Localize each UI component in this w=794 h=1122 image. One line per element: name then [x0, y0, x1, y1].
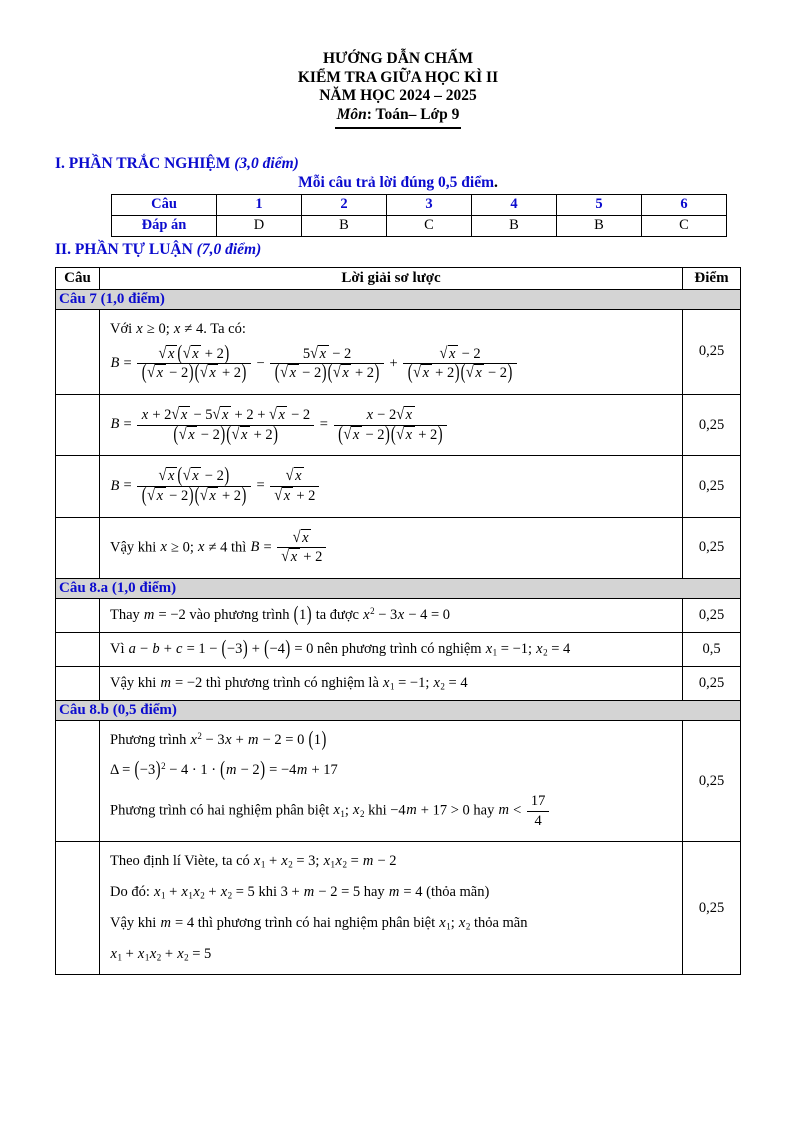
points-cell: 0,25: [683, 720, 741, 841]
section-band-title: Câu 8.a (1,0 điểm): [56, 578, 741, 598]
solution-cell: [100, 517, 683, 578]
points-cell: 0,25: [683, 666, 741, 700]
points-cell: 0,25: [683, 309, 741, 394]
math-line: Với x ≥ 0; x ≠ 4. Ta có:: [110, 320, 246, 337]
answer-key-col-header: 4: [472, 194, 557, 215]
math-line: $\Delta = (-3)^2 - 4 \cdot 1 \cdot (m - 2) = -4m + 17$: [110, 758, 338, 781]
table-row: [56, 517, 741, 578]
section-1-heading-text: I. PHẦN TRẮC NGHIỆM: [55, 154, 235, 172]
cau-cell: [56, 517, 100, 578]
section-1-heading: [55, 155, 741, 173]
solution-cell: [100, 456, 683, 517]
table-row: [56, 456, 741, 517]
solution-cell: [100, 598, 683, 632]
section-band-cau8a: [56, 578, 741, 598]
section-2-heading-note: (7,0 điểm): [196, 240, 262, 258]
answer-cell: B: [472, 215, 557, 236]
answer-key-col-header: 1: [217, 194, 302, 215]
math-line: Vậy khi m = 4 thì phương trình có hai nghiệm phân biệt $x_1$; $x_2$ thỏa mãn: [110, 915, 528, 932]
answer-key-header-row: [112, 194, 727, 215]
math-line: Phương trình có hai nghiệm phân biệt $x_1$; $x_2$ khi −4m + 17 > 0 hay m < $\frac{17}{4}$: [110, 792, 672, 830]
math-line: Thay m = −2 vào phương trình (1) ta được $x^2 - 3x - 4 = 0$: [110, 603, 451, 626]
mcq-scoring-note: [55, 174, 741, 192]
cau-cell: [56, 632, 100, 666]
answer-key-col-header: 2: [302, 194, 387, 215]
points-cell: 0,25: [683, 517, 741, 578]
section-band-cau7: [56, 289, 741, 309]
table-row: [56, 394, 741, 455]
subject-label: Môn: [336, 106, 367, 123]
answer-cell: C: [642, 215, 727, 236]
math-line: $x_1 + x_1x_2 + x_2 = 5$: [110, 946, 212, 963]
solution-cell: [100, 842, 683, 975]
math-line: Phương trình $x^2 - 3x + m - 2 = 0$ (1): [110, 728, 327, 751]
math-line: Vậy khi m = −2 thì phương trình có nghiệm là $x_1 = -1$; $x_2 = 4$: [110, 674, 468, 692]
answer-key-answers-row: [112, 215, 727, 236]
section-2-heading-text: II. PHẦN TỰ LUẬN: [55, 240, 197, 258]
mcq-scoring-note-period: .: [494, 173, 498, 191]
col-header-loi-giai: Lời giải sơ lược: [100, 267, 683, 289]
table-row: [56, 720, 741, 841]
table-row: [56, 309, 741, 394]
answer-key-col-header: Câu: [112, 194, 217, 215]
doc-title-block: [55, 50, 741, 129]
math-line: B = $\frac{√ x (√ x + 2)}{(√ x - 2)(√ x + 2)}$ − $\frac{5√ x - 2}{(√ x - 2)(√ x + 2)}$ + $\frac{√ x - 2}{(√ x + 2)(√ x - 2)}$: [110, 345, 672, 383]
section-2-heading: [55, 241, 741, 259]
math-line: Vậy khi x ≥ 0; x ≠ 4 thì B = $\frac{√ x}{√ x + 2}$: [110, 529, 672, 567]
cau-cell: [56, 456, 100, 517]
subject-value: : Toán– Lớp 9: [366, 106, 460, 123]
solution-cell: [100, 666, 683, 700]
math-line: B = $\frac{√ x (√ x - 2)}{(√ x - 2)(√ x + 2)}$ = $\frac{√ x}{√ x + 2}$: [110, 467, 672, 505]
col-header-cau: Câu: [56, 267, 100, 289]
math-line: B = $\frac{x + 2√ x - 5√ x + 2 + √ x - 2}{(√ x - 2)(√ x + 2)}$ = $\frac{x - 2√ x}{(√ x - 2)(√ x + 2)}$: [110, 406, 672, 444]
mcq-scoring-note-text: Mỗi câu trả lời đúng 0,5 điểm: [298, 173, 494, 191]
answer-cell: B: [302, 215, 387, 236]
points-cell: 0,25: [683, 598, 741, 632]
answer-key-col-header: 5: [557, 194, 642, 215]
doc-title-line-1: HƯỚNG DẪN CHẤM: [322, 50, 474, 67]
section-band-cau8b: [56, 700, 741, 720]
solution-table-header-row: [56, 267, 741, 289]
solution-cell: [100, 632, 683, 666]
table-row: [56, 666, 741, 700]
points-cell: 0,25: [683, 842, 741, 975]
doc-title-line-4: [55, 106, 741, 129]
section-band-title: Câu 8.b (0,5 điểm): [56, 700, 741, 720]
solution-cell: [100, 309, 683, 394]
solution-table: [55, 267, 741, 976]
cau-cell: [56, 309, 100, 394]
section-1-heading-note: (3,0 điểm): [234, 154, 299, 172]
math-line: Do đó: $x_1 + x_1x_2 + x_2 = 5$ khi 3 + m − 2 = 5 hay m = 4 (thỏa mãn): [110, 884, 490, 901]
answer-key-col-header: 6: [642, 194, 727, 215]
cau-cell: [56, 842, 100, 975]
cau-cell: [56, 598, 100, 632]
solution-cell: [100, 720, 683, 841]
math-line: Vì a − b + c = 1 − (−3) + (−4) = 0 nên phương trình có nghiệm $x_1 = -1$; $x_2 = 4$: [110, 637, 571, 660]
answer-key-col-header: 3: [387, 194, 472, 215]
points-cell: 0,25: [683, 456, 741, 517]
math-line: Theo định lí Viète, ta có $x_1 + x_2 = 3$; $x_1x_2 = m - 2$: [110, 853, 397, 870]
answer-key-table: [111, 194, 727, 237]
doc-title-line-2: KIỂM TRA GIỮA HỌC KÌ II: [297, 68, 499, 86]
points-cell: 0,25: [683, 394, 741, 455]
cau-cell: [56, 666, 100, 700]
table-row: [56, 632, 741, 666]
section-band-title: Câu 7 (1,0 điểm): [56, 289, 741, 309]
table-row: [56, 842, 741, 975]
doc-title-line-3: NĂM HỌC 2024 – 2025: [319, 87, 477, 104]
cau-cell: [56, 394, 100, 455]
cau-cell: [56, 720, 100, 841]
answer-cell: D: [217, 215, 302, 236]
points-cell: 0,5: [683, 632, 741, 666]
table-row: [56, 598, 741, 632]
col-header-diem: Điểm: [683, 267, 741, 289]
answer-cell: B: [557, 215, 642, 236]
answer-key-row-label: Đáp án: [112, 215, 217, 236]
answer-cell: C: [387, 215, 472, 236]
solution-cell: [100, 394, 683, 455]
